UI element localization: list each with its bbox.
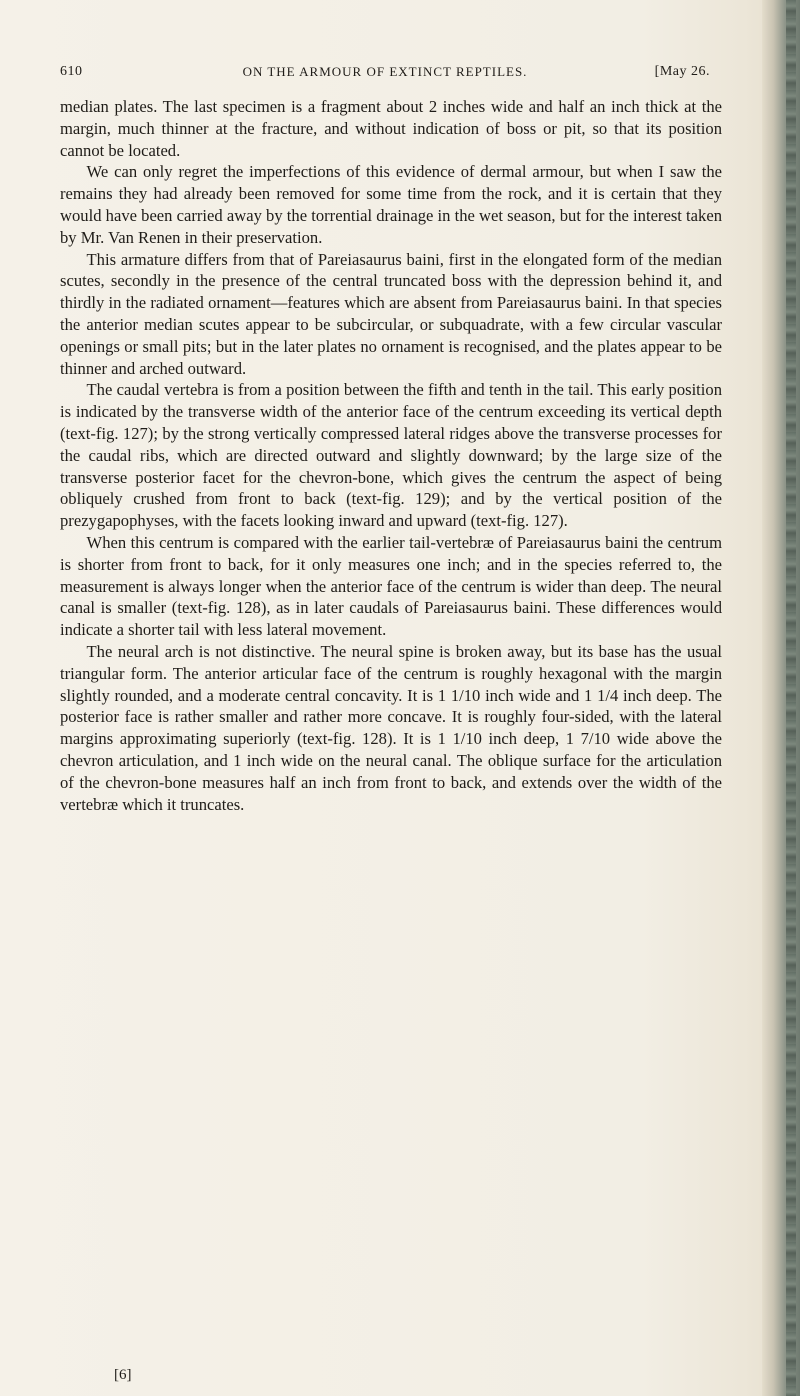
header-date: [May 26. (654, 64, 710, 79)
paragraph: The neural arch is not distinctive. The neural spine is broken away, but its base has the usual triangular form. The anterior articular face of the centrum is roughly hexagonal with the margin slightly rounded, and a moderate central concavity. It is 1 1/10 inch wide and 1 1/4 inch deep. The posterior face is rather smaller and rather more concave. It is roughly four-sided, with the lateral margins approximating superiorly (text-fig. 128). It is 1 1/10 inch deep, 1 7/10 wide above the chevron articulation, and 1 inch wide on the neural canal. The oblique surface for the articulation of the chevron-bone measures half an inch from front to back, and extends over the width of the vertebræ which it truncates. (60, 641, 722, 814)
paragraph: The caudal vertebra is from a position between the fifth and tenth in the tail. This early position is indicated by the transverse width of the anterior face of the centrum exceeding its vertical depth (text-fig. 127); by the strong vertically compressed lateral ridges above the transverse processes for the caudal ribs, which are directed outward and slightly downward; by the large size of the transverse posterior facet for the chevron-bone, which gives the centrum the aspect of being obliquely crushed from front to back (text-fig. 129); and by the vertical position of the prezygapophyses, with the facets looking inward and upward (text-fig. 127). (60, 380, 722, 531)
paragraph: median plates. The last specimen is a fragment about 2 inches wide and half an inch thick at the margin, much thinner at the fracture, and without indication of boss or pit, so that its position cannot be located. (60, 97, 722, 160)
book-binding-edge (762, 0, 800, 1396)
page-header (60, 64, 710, 88)
signature-mark: [6] (114, 1367, 132, 1383)
binding-stripe (786, 0, 796, 1396)
paragraph: This armature differs from that of Pareiasaurus baini, first in the elongated form of the median scutes, secondly in the presence of the central truncated boss with the depression behind it, and thirdly in the radiated ornament—features which are absent from Pareiasaurus baini. In that species the anterior median scutes appear to be subcircular, or subquadrate, with a few circular vascular openings or small pits; but in the later plates no ornament is recognised, and the plates appear to be thinner and arched outward. (60, 249, 722, 378)
running-title: ON THE ARMOUR OF EXTINCT REPTILES. (242, 64, 528, 79)
paragraph: We can only regret the imperfections of this evidence of dermal armour, but when I saw the remains they had already been removed for some time from the rock, and it is certain that they would have been carried away by the torrential drainage in the wet season, but for the interest taken by Mr. Van Renen in their preservation. (60, 162, 722, 247)
page-number: 610 (60, 64, 83, 79)
paragraph: When this centrum is compared with the earlier tail-vertebræ of Pareiasaurus baini the centrum is shorter from front to back, for it only measures one inch; and in the species referred to, the measurement is always longer when the anterior face of the centrum is wider than deep. The neural canal is smaller (text-fig. 128), as in later caudals of Pareiasaurus baini. These differences would indicate a shorter tail with less lateral movement. (60, 532, 722, 640)
page-body (60, 96, 722, 815)
